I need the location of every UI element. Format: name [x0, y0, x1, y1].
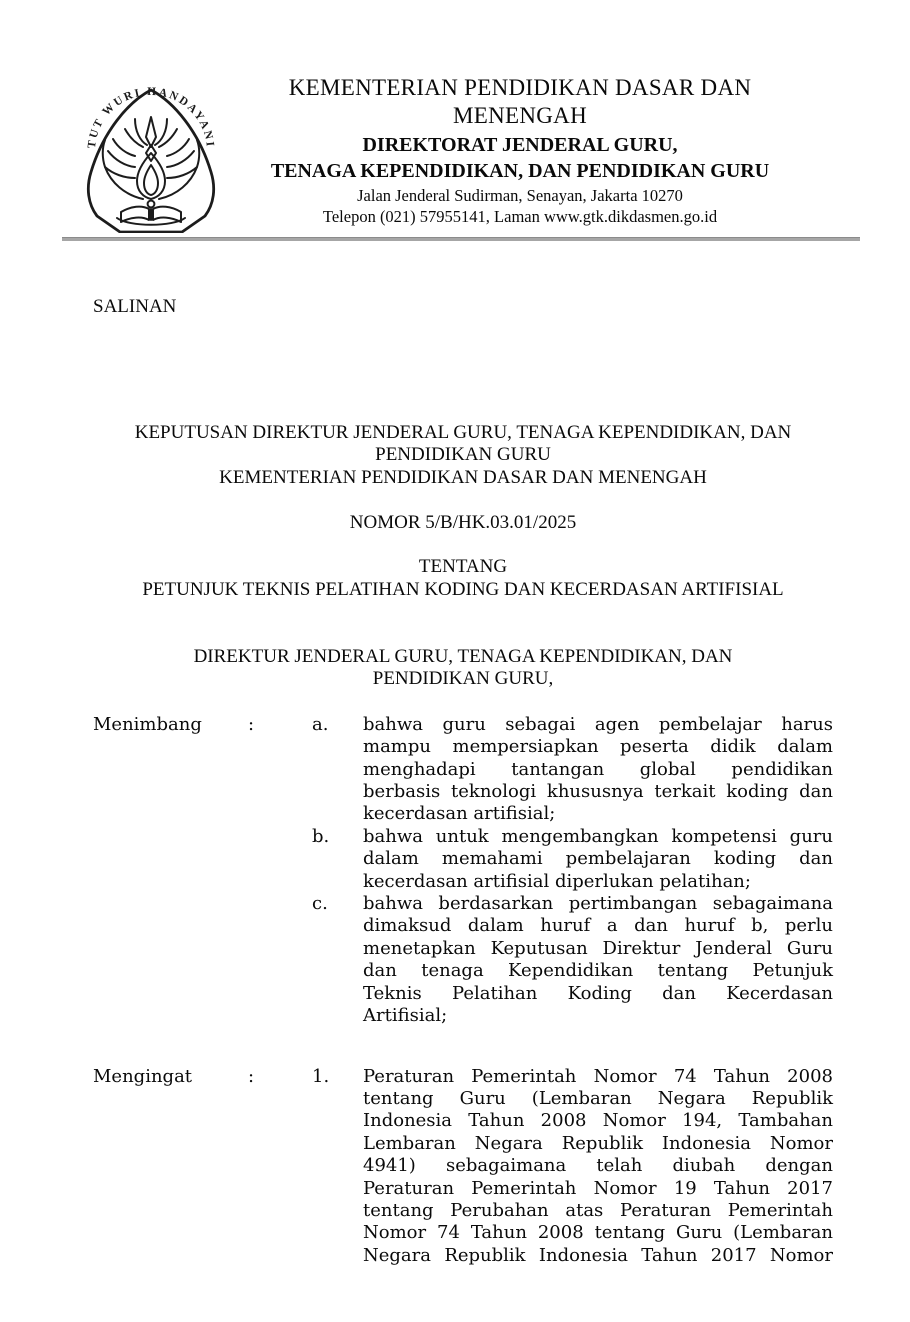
decree-subject: PETUNJUK TEKNIS PELATIHAN KODING DAN KECERDASAN ARTIFISIAL: [142, 578, 784, 600]
tut-wuri-handayani-logo: [79, 87, 223, 233]
item-line: tentang Guru (Lembaran Negara Republik: [363, 1087, 833, 1109]
item-body: [363, 893, 833, 1027]
item-line: Negara Republik Indonesia Tahun 2017 Nomor: [363, 1244, 833, 1266]
item-line: 4941) sebagaimana telah diubah dengan: [363, 1155, 833, 1177]
list-item: [312, 893, 833, 1027]
ministry-name: [220, 74, 820, 130]
decree-body: [0, 422, 910, 1267]
section-label: Mengingat: [93, 1065, 193, 1087]
item-marker: c.: [312, 893, 328, 915]
decree-number: NOMOR 5/B/HK.03.01/2025: [349, 511, 577, 533]
item-line: tentang Perubahan atas Peraturan Pemerintah: [363, 1199, 833, 1221]
decree-issuer-line2: PENDIDIKAN GURU,: [372, 668, 554, 690]
letterhead-text: [220, 74, 820, 227]
directorate-name-line1: DIREKTORAT JENDERAL GURU,: [362, 134, 678, 156]
item-line: Peraturan Pemerintah Nomor 19 Tahun 2017: [363, 1177, 833, 1199]
item-line: menetapkan Keputusan Direktur Jenderal Guru: [363, 937, 833, 959]
section-colon: :: [248, 713, 255, 735]
logo-motto-text: TUT WURI HANDAYANI: [85, 87, 217, 149]
item-line: kecerdasan artifisial diperlukan pelatihan;: [363, 870, 751, 892]
item-line: dimaksud dalam huruf a dan huruf b, perlu: [363, 915, 833, 937]
ministry-emblem-icon: [79, 87, 223, 233]
letterhead-divider: [62, 237, 860, 241]
ministry-name-line2: MENENGAH: [453, 103, 587, 128]
list-item: [312, 714, 833, 826]
item-marker: 1.: [312, 1065, 330, 1087]
item-line: Artifisial;: [363, 1005, 448, 1027]
section-mengingat: [93, 1066, 833, 1268]
decree-issuer: [93, 646, 833, 691]
section-items: [312, 714, 833, 1028]
list-item: [312, 1066, 833, 1268]
section-label: Menimbang: [93, 713, 202, 735]
item-line: mampu mempersiapkan peserta didik dalam: [363, 736, 833, 758]
decree-title-line1: KEPUTUSAN DIREKTUR JENDERAL GURU, TENAGA KEPENDIDIKAN, DAN: [134, 422, 792, 443]
decree-about-label: TENTANG: [418, 556, 508, 578]
item-body: [363, 826, 833, 893]
item-line: Nomor 74 Tahun 2008 tentang Guru (Lembaran: [363, 1222, 833, 1244]
item-line: Lembaran Negara Republik Indonesia Nomor: [363, 1132, 833, 1154]
ministry-name-line1: KEMENTERIAN PENDIDIKAN DASAR DAN: [288, 75, 752, 100]
item-marker: a.: [312, 713, 329, 735]
directorate-name: [220, 132, 820, 184]
item-body: [363, 714, 833, 826]
list-item: [312, 826, 833, 893]
address-line: Jalan Jenderal Sudirman, Senayan, Jakarta 10270: [357, 186, 683, 205]
decree-title-line3: KEMENTERIAN PENDIDIKAN DASAR DAN MENENGAH: [219, 466, 707, 488]
decree-title-line2: PENDIDIKAN GURU: [375, 444, 551, 466]
contact-line: Telepon (021) 57955141, Laman www.gtk.dikdasmen.go.id: [322, 207, 718, 226]
item-marker: b.: [312, 825, 330, 847]
item-line: Teknis Pelatihan Koding dan Kecerdasan: [363, 982, 833, 1004]
item-line: Peraturan Pemerintah Nomor 74 Tahun 2008: [363, 1065, 833, 1087]
letterhead-address: [220, 185, 820, 227]
section-items: [312, 1066, 833, 1268]
item-line: Indonesia Tahun 2008 Nomor 194, Tambahan: [363, 1110, 833, 1132]
item-line: bahwa untuk mengembangkan kompetensi guru: [363, 825, 833, 847]
item-line: bahwa berdasarkan pertimbangan sebagaimana: [363, 893, 833, 915]
letterhead: [0, 0, 910, 237]
item-line: berbasis teknologi khususnya terkait koding dan: [363, 781, 833, 803]
item-line: dalam memahami pembelajaran koding dan: [363, 848, 833, 870]
sections-host: [93, 714, 833, 1267]
section-menimbang: [93, 714, 833, 1028]
copy-stamp-label: SALINAN: [93, 296, 177, 317]
section-colon: :: [248, 1065, 255, 1087]
decree-issuer-line1: DIREKTUR JENDERAL GURU, TENAGA KEPENDIDIKAN, DAN: [193, 646, 733, 668]
directorate-name-line2: TENAGA KEPENDIDIKAN, DAN PENDIDIKAN GURU: [270, 160, 770, 182]
decree-title-block: [93, 422, 833, 691]
item-line: menghadapi tantangan global pendidikan: [363, 758, 833, 780]
item-line: bahwa guru sebagai agen pembelajar harus: [363, 713, 833, 735]
item-line: dan tenaga Kependidikan tentang Petunjuk: [363, 960, 833, 982]
item-body: [363, 1066, 833, 1268]
item-line: kecerdasan artifisial;: [363, 803, 556, 825]
